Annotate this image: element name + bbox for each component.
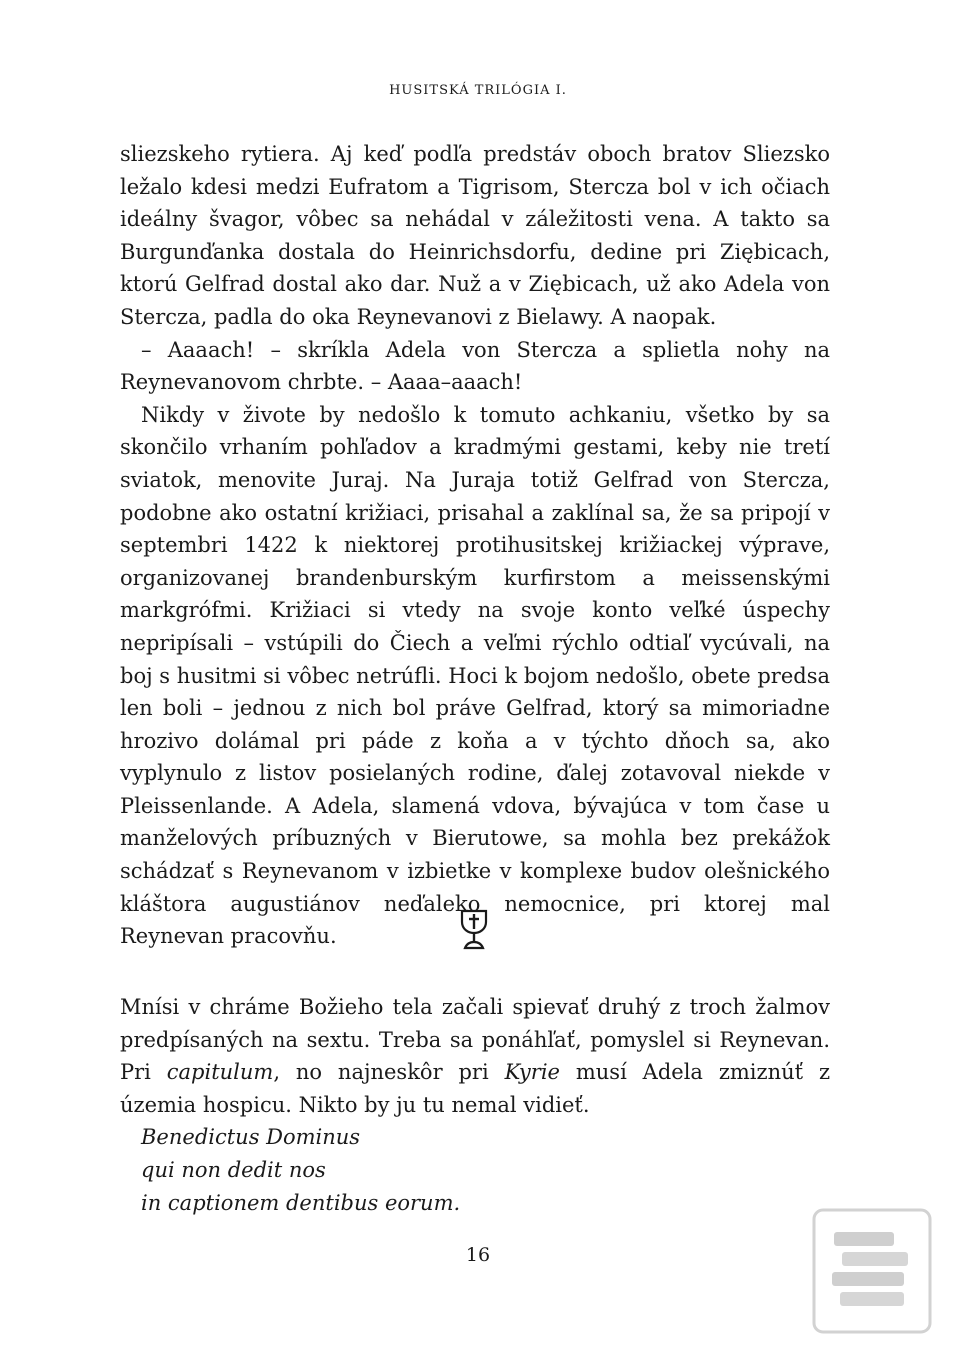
- verse-line-1: Benedictus Dominus: [141, 1125, 361, 1150]
- verse-line-2: qui non dedit nos: [141, 1157, 326, 1182]
- chalice-cross-icon: [458, 908, 490, 950]
- running-head: HUSITSKÁ TRILÓGIA I.: [389, 83, 567, 98]
- text-section-1: [120, 138, 830, 953]
- text-run: musí Adela zmiznúť z územia hospicu. Nikto by ju tu nemal vidieť.: [120, 1060, 831, 1117]
- text-run: Mnísi v chráme Božieho tela začali spievať druhý z troch žalmov predpísaných na sextu. Treba sa ponáhľať, pomyslel si Reynevan. Pri: [120, 995, 830, 1085]
- latin-term-kyrie: Kyrie: [504, 1060, 560, 1085]
- latin-term-capitulum: capitulum: [166, 1060, 274, 1085]
- verse-line-3: in captionem dentibus eorum.: [141, 1190, 461, 1215]
- paragraph-dialogue: – Aaaach! – skríkla Adela von Stercza a splietla nohy na Reynevanovom chrbte. – Aaaa–aaach!: [120, 337, 830, 395]
- paragraph-continuation: sliezskeho rytiera. Aj keď podľa predstáv oboch bratov Sliezsko ležalo kdesi medzi Eufratom a Tigrisom, Stercza bol v ich očiach ideálny švagor, vôbec sa nehádal v záležitosti vena. A takto sa Burgunďanka dostala do Heinrichsdorfu, dedine pri Ziębicach, ktorú Gelfrad dostal ako dar. Nuž a v Ziębicach, už ako Adela von Stercza, padla do oka Reynevanovi z Bielawy. A naopak.: [120, 142, 830, 329]
- paragraph-opening: [120, 991, 830, 1121]
- text-section-2: [120, 991, 830, 1219]
- paragraph-narrative: Nikdy v živote by nedošlo k tomuto achkaniu, všetko by sa skončilo vrhaním pohľadov a kradmými gestami, keby nie tretí sviatok, menovite Juraj. Na Juraja totiž Gelfrad von Stercza, podobne ako ostatní križiaci, prisahal a zaklínal sa, že sa pripojí v septembri 1422 k niektorej protihusitskej križiackej výprave, organizovanej brandenburským kurfirstom a meissenskými markgrófmi. Križiaci si vtedy na svoje konto veľké úspechy nepripísali – vstúpili do Čiech a veľmi rýchlo odtiaľ vycúvali, na boj s husitmi si vôbec netrúfli. Hoci k bojom nedošlo, obete predsa len boli – jednou z nich bol práve Gelfrad, ktorý sa mimoriadne hrozivo dolámal pri páde z koňa a v týchto dňoch sa, ako vyplynulo z listov posielaných rodine, ďalej zotavoval niekde v Pleissenlande. A Adela, slamená vdova, bývajúca v tom čase u manželových príbuzných v Bierutowe, sa mohla bez prekážok schádzať s Reynevanom v izbietke v komplexe budov olešnického kláštora augustiánov neďaleko nemocnice, pri ktorej mal Reynevan pracovňu.: [120, 402, 830, 949]
- books-stack-icon: [812, 1208, 932, 1334]
- page-number: 16: [465, 1244, 491, 1266]
- text-run: , no najneskôr pri: [273, 1060, 505, 1085]
